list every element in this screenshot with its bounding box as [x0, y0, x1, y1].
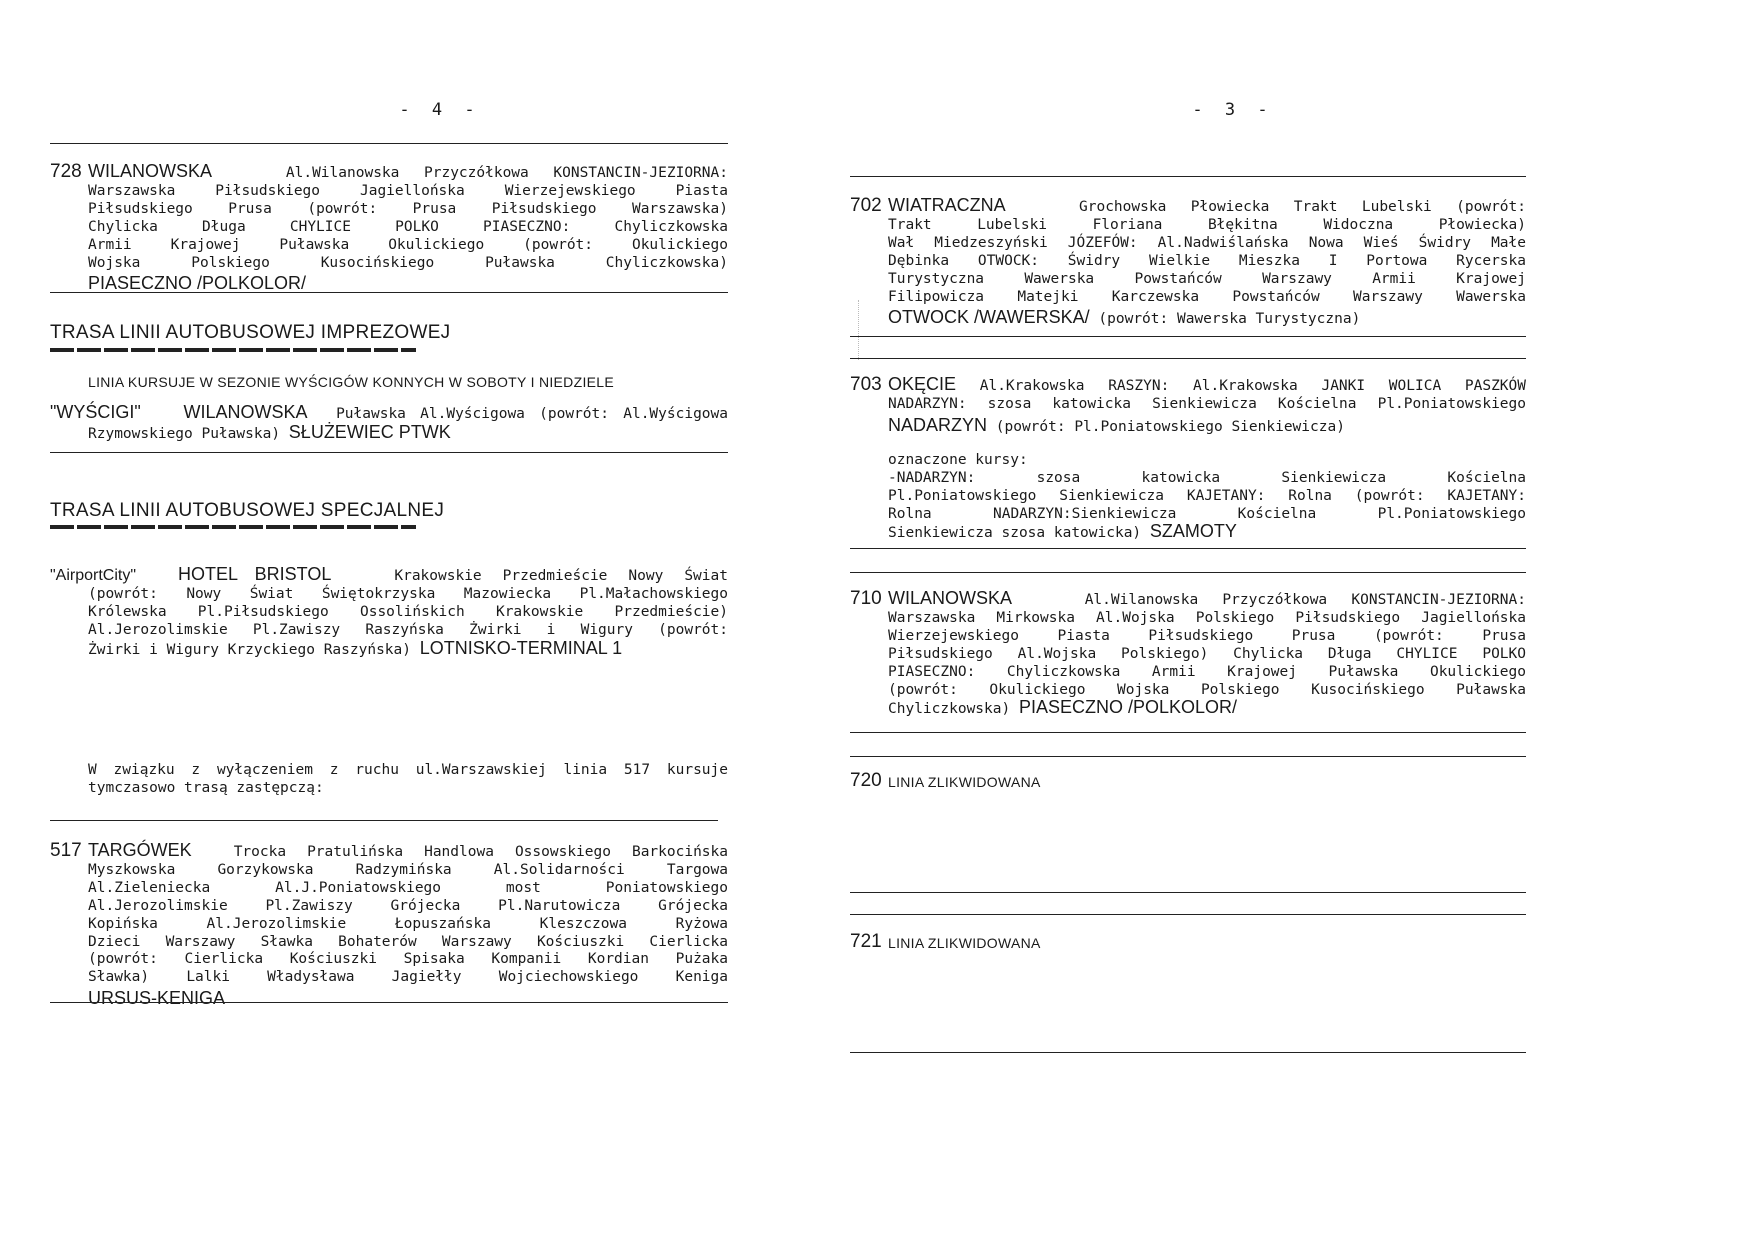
- route-text: Myszkowska Gorzykowska Radzymińska Al.Solidarności Targowa: [88, 861, 728, 878]
- route-text: Filipowicza Matejki Karczewska Powstańców Warszawy Wawerska: [888, 288, 1526, 305]
- section-title: TRASA LINII AUTOBUSOWEJ SPECJALNEJ: [50, 500, 445, 521]
- route-728: [88, 163, 728, 294]
- route-number: 720: [850, 770, 882, 791]
- route-status: LINIA ZLIKWIDOWANA: [888, 935, 1041, 951]
- divider: [50, 1002, 728, 1003]
- notice: LINIA KURSUJE W SEZONIE WYŚCIGÓW KONNYCH W SOBOTY I NIEDZIELE: [88, 374, 614, 390]
- page-number: - 3 -: [1192, 100, 1274, 120]
- route-end: NADARZYN: [888, 414, 988, 435]
- route-text: (powrót: Nowy Świat Świętokrzyska Mazowiecka Pl.Małachowskiego: [88, 585, 728, 602]
- route-text: Turystyczna Wawerska Powstańców Warszawy Armii Krajowej: [888, 270, 1526, 287]
- route-text: Rolna NADARZYN:Sienkiewicza Kościelna Pl.Poniatowskiego: [888, 505, 1526, 522]
- divider: [850, 358, 1526, 359]
- route-text: PIASECZNO: Chyliczkowska Armii Krajowej Puławska Okulickiego: [888, 663, 1526, 680]
- divider: [50, 820, 718, 821]
- divider: [850, 892, 1526, 893]
- route-airportcity: [50, 566, 728, 660]
- route-text: Warszawska Mirkowska Al.Wojska Polskiego Piłsudskiego Jagiellońska: [888, 609, 1526, 626]
- route-text: (powrót: Pl.Poniatowskiego Sienkiewicza): [995, 418, 1345, 435]
- route-text: Krakowskie Przedmieście Nowy Świat: [394, 568, 728, 584]
- title-underline: [50, 525, 416, 529]
- route-text: Al.Wilanowska Przyczółkowa KONSTANCIN-JEZIORNA:: [1084, 592, 1526, 608]
- route-text: Sławka) Lalki Władysława Jagiełły Wojciechowskiego Keniga: [88, 969, 728, 986]
- right-page: [850, 0, 1737, 1241]
- route-terminus: WIATRACZNA: [888, 195, 1006, 215]
- route-status: LINIA ZLIKWIDOWANA: [888, 774, 1041, 790]
- route-number: 703: [850, 374, 882, 395]
- route-text: Grochowska Płowiecka Trakt Lubelski (powrót:: [1079, 199, 1526, 215]
- divider: [850, 756, 1526, 757]
- route-text: Al.Wilanowska Przyczółkowa KONSTANCIN-JEZIORNA:: [285, 165, 728, 181]
- route-number: 710: [850, 588, 882, 609]
- divider: [50, 452, 728, 453]
- route-text: Sienkiewicza szosa katowicka): [888, 525, 1142, 542]
- route-wyscigi: [50, 404, 728, 444]
- route-text: Pl.Poniatowskiego Sienkiewicza KAJETANY: Rolna (powrót: KAJETANY:: [888, 487, 1526, 504]
- route-end: PIASECZNO /POLKOLOR/: [88, 273, 307, 294]
- route-number: 517: [50, 840, 82, 861]
- route-end: SZAMOTY: [1149, 521, 1237, 542]
- route-text: Wał Miedzeszyński JÓZEFÓW: Al.Nadwiślańska Nowa Wieś Świdry Małe: [888, 234, 1526, 251]
- route-text: (powrót: Cierlicka Kościuszki Spisaka Kompanii Kordian Pużaka: [88, 951, 728, 968]
- route-number: 728: [50, 161, 82, 182]
- route-text: Al.Krakowska RASZYN: Al.Krakowska JANKI WOLICA PASZKÓW: [979, 378, 1526, 394]
- route-text: Chylicka Długa CHYLICE POLKO PIASECZNO: Chyliczkowska: [88, 218, 728, 235]
- route-number: 702: [850, 195, 882, 216]
- route-terminus: HOTEL BRISTOL: [178, 564, 332, 584]
- route-text: NADARZYN: szosa katowicka Sienkiewicza Kościelna Pl.Poniatowskiego: [888, 395, 1526, 412]
- route-text: Wojska Polskiego Kusocińskiego Puławska Chyliczkowska): [88, 254, 728, 271]
- divider: [50, 292, 728, 293]
- route-text: Wierzejewskiego Piasta Piłsudskiego Prusa (powrót: Prusa: [888, 627, 1526, 644]
- route-terminus: TARGÓWEK: [88, 840, 192, 860]
- route-text: Piłsudskiego Al.Wojska Polskiego) Chylicka Długa CHYLICE POLKO: [888, 645, 1526, 662]
- route-text: Dzieci Warszawy Sławka Bohaterów Warszawy Kościuszki Cierlicka: [88, 933, 728, 950]
- route-text: Warszawska Piłsudskiego Jagiellońska Wierzejewskiego Piasta: [88, 182, 728, 199]
- route-end: SŁUŻEWIEC PTWK: [288, 421, 451, 442]
- route-text: Al.Jerozolimskie Pl.Zawiszy Raszyńska Żwirki i Wigury (powrót:: [88, 621, 728, 638]
- divider: [850, 176, 1526, 177]
- divider: [850, 572, 1526, 573]
- route-text: Kopińska Al.Jerozolimskie Łopuszańska Kleszczowa Ryżowa: [88, 915, 728, 932]
- divider: [850, 336, 1526, 337]
- route-name: "WYŚCIGI": [50, 402, 141, 422]
- route-text: (powrót: Wawerska Turystyczna): [1098, 311, 1361, 328]
- title-underline: [50, 348, 416, 352]
- route-710: [888, 590, 1526, 719]
- route-number: 721: [850, 931, 882, 952]
- route-text: Al.Jerozolimskie Pl.Zawiszy Grójecka Pl.Narutowicza Grójecka: [88, 897, 728, 914]
- route-terminus: WILANOWSKA: [888, 588, 1013, 608]
- route-terminus: WILANOWSKA: [183, 402, 308, 422]
- route-text: (powrót: Okulickiego Wojska Polskiego Kusocińskiego Puławska: [888, 681, 1526, 698]
- divider: [850, 732, 1526, 733]
- route-text: Trakt Lubelski Floriana Błękitna Widoczna Płowiecka): [888, 216, 1526, 233]
- route-end: LOTNISKO-TERMINAL 1: [419, 637, 623, 658]
- divider: [850, 1052, 1526, 1053]
- section-title: TRASA LINII AUTOBUSOWEJ IMPREZOWEJ: [50, 322, 451, 343]
- route-terminus: WILANOWSKA: [88, 161, 213, 181]
- divider: [850, 548, 1526, 549]
- route-text: Armii Krajowej Puławska Okulickiego (powrót: Okulickiego: [88, 236, 728, 253]
- notice-text: W związku z wyłączeniem z ruchu ul.Warszawskiej linia 517 kursuje: [88, 762, 728, 778]
- page-spine: [858, 300, 859, 360]
- route-517: [88, 842, 728, 1009]
- route-terminus: OKĘCIE: [888, 374, 957, 394]
- route-end: PIASECZNO /POLKOLOR/: [1018, 697, 1238, 718]
- route-text: Trocka Pratulińska Handlowa Ossowskiego Barkocińska: [233, 844, 728, 860]
- page-number: - 4 -: [399, 100, 481, 120]
- route-name: "AirportCity": [50, 567, 137, 584]
- route-text: Królewska Pl.Piłsudskiego Ossolińskich Krakowskie Przedmieście): [88, 603, 728, 620]
- route-702: [888, 197, 1526, 330]
- route-703: [888, 376, 1526, 543]
- route-text: Al.Zieleniecka Al.J.Poniatowskiego most Poniatowskiego: [88, 879, 728, 896]
- route-text: -NADARZYN: szosa katowicka Sienkiewicza Kościelna: [888, 469, 1526, 486]
- divider: [50, 143, 728, 144]
- route-text: Żwirki i Wigury Krzyckiego Raszyńska): [88, 641, 412, 658]
- route-text: Chyliczkowska): [888, 701, 1011, 718]
- notice-text: tymczasowo trasą zastępczą:: [88, 779, 324, 796]
- route-text: Rzymowskiego Puławska): [88, 425, 281, 442]
- route-text: oznaczone kursy:: [888, 451, 1028, 468]
- route-text: Dębinka OTWOCK: Świdry Wielkie Mieszka I Portowa Rycerska: [888, 252, 1526, 269]
- left-page: [0, 0, 868, 1241]
- route-end: URSUS-KENIGA: [88, 988, 226, 1009]
- notice-517: [88, 762, 728, 798]
- route-text: Piłsudskiego Prusa (powrót: Prusa Piłsudskiego Warszawska): [88, 200, 728, 217]
- divider: [850, 914, 1526, 915]
- route-end: OTWOCK /WAWERSKA/: [888, 307, 1090, 328]
- route-text: Puławska Al.Wyścigowa (powrót: Al.Wyścigowa: [336, 406, 728, 422]
